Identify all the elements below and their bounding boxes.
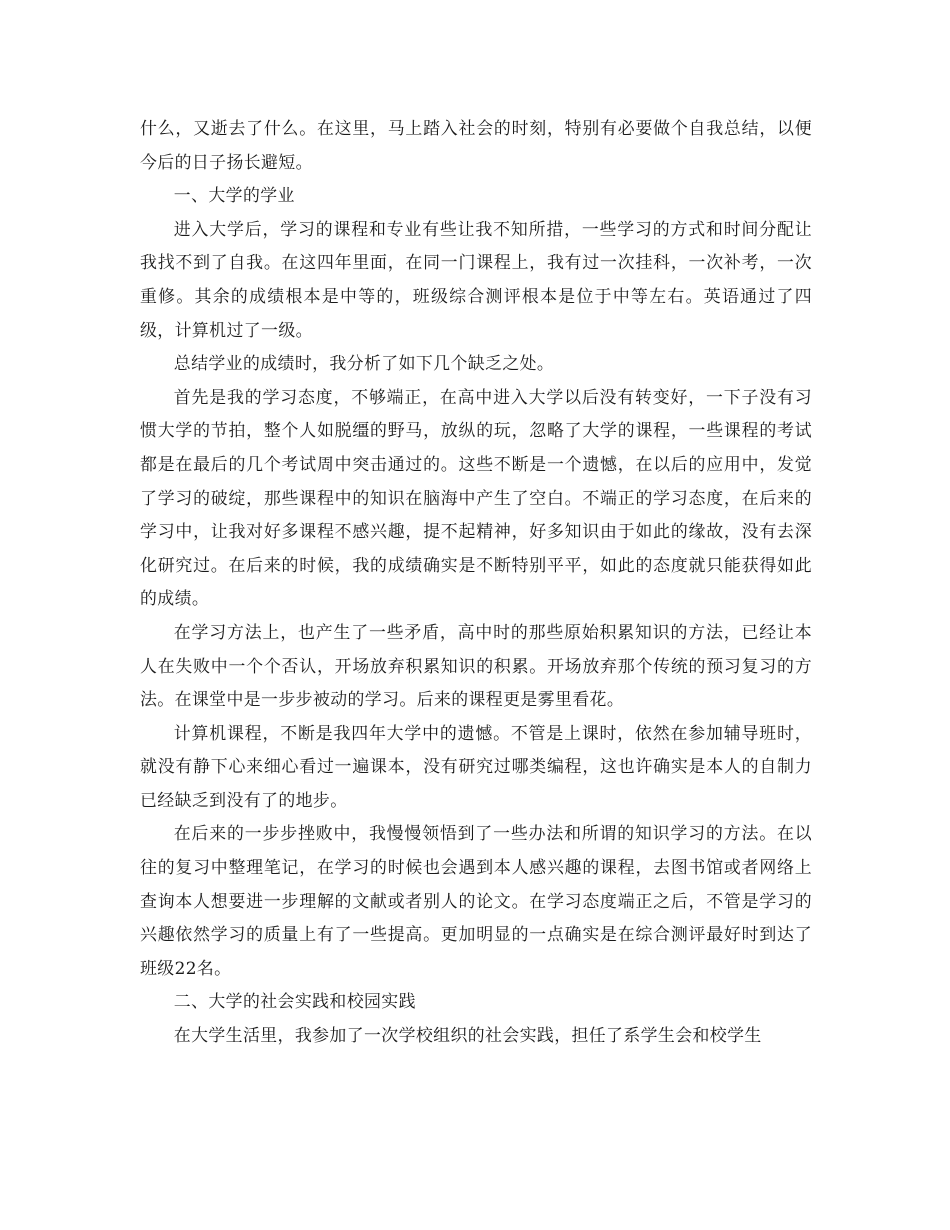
- paragraph-improvement: 在后来的一步步挫败中，我慢慢领悟到了一些办法和所谓的知识学习的方法。在以往的复习中整理笔记，在学习的时候也会遇到本人感兴趣的课程，去图书馆或者网络上查询本人想要进一步理解的文献或者别人的论文。在学习态度端正之后，不管是学习的兴趣依然学习的质量上有了一些提高。更加明显的一点确实是在综合测评最好时到达了班级22名。: [140, 823, 812, 978]
- paragraph-shortcomings-intro: 总结学业的成绩时，我分析了如下几个缺乏之处。: [173, 353, 555, 374]
- section-heading-academics: 一、大学的学业: [173, 185, 295, 206]
- paragraph-study-attitude: 首先是我的学习态度，不够端正，在高中进入大学以后没有转变好，一下子没有习惯大学的节拍，整个人如脱缰的野马，放纵的玩，忽略了大学的课程，一些课程的考试都是在最后的几个考试周中突击通过的。这些不断是一个遗憾，在以后的应用中，发觉了学习的破绽，那些课程中的知识在脑海中产生了空白。不端正的学习态度，在后来的学习中，让我对好多课程不感兴趣，提不起精神，好多知识由于如此的缘故，没有去深化研究过。在后来的时候，我的成绩确实是不断特别平平，如此的态度就只能获得如此的成绩。: [140, 386, 812, 609]
- paragraph-computer-course: 计算机课程，不断是我四年大学中的遗憾。不管是上课时，依然在参加辅导班时，就没有静下心来细心看过一遍课本，没有研究过哪类编程，这也许确实是本人的自制力已经缺乏到没有了的地步。: [140, 722, 812, 810]
- section-heading-practice: 二、大学的社会实践和校园实践: [173, 991, 416, 1012]
- paragraph-study-method: 在学习方法上，也产生了一些矛盾，高中时的那些原始积累知识的方法，已经让本人在失败中一个个否认，开场放弃积累知识的积累。开场放弃那个传统的预习复习的方法。在课堂中是一步步被动的学习。后来的课程更是雾里看花。: [140, 621, 812, 710]
- paragraph-academic-overview: 进入大学后，学习的课程和专业有些让我不知所措，一些学习的方式和时间分配让我找不到了自我。在这四年里面，在同一门课程上，我有过一次挂科，一次补考，一次重修。其余的成绩根本是中等的，班级综合测评根本是位于中等左右。英语通过了四级，计算机过了一级。: [140, 218, 812, 340]
- document-body: [140, 112, 812, 1053]
- paragraph-continuation: 什么，又逝去了什么。在这里，马上踏入社会的时刻，特别有必要做个自我总结，以便今后的日子扬长避短。: [140, 118, 812, 172]
- paragraph-social-practice: 在大学生活里，我参加了一次学校组织的社会实践，担任了系学生会和校学生: [173, 1025, 762, 1046]
